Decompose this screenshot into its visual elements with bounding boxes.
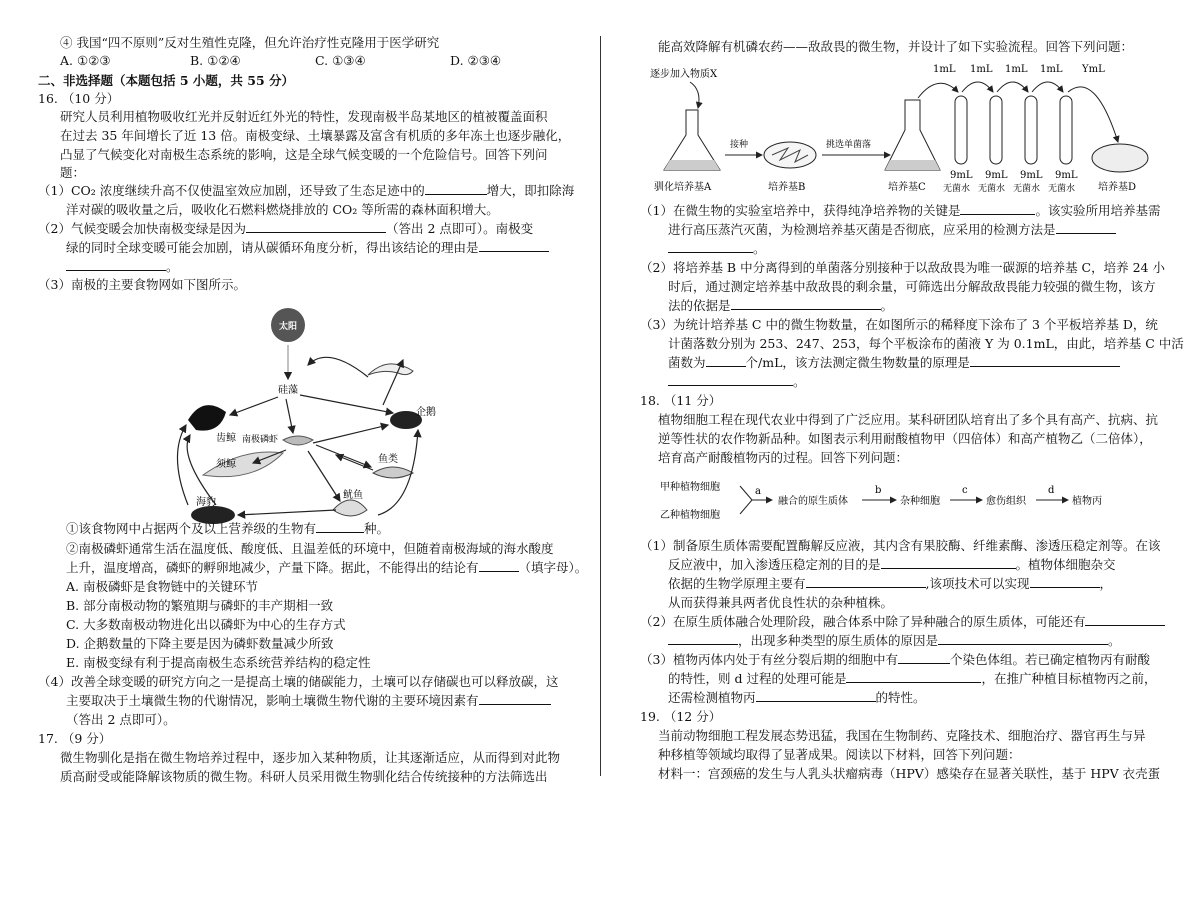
choice-c: C. 大多数南极动物进化出以磷虾为中心的生存方式 bbox=[66, 617, 346, 632]
q18-part3-text: 个染色体组。若已确定植物丙有耐酸 bbox=[949, 652, 1150, 667]
q17-part2-cont bbox=[668, 297, 893, 315]
q17-part3-cont bbox=[668, 373, 806, 391]
q17-part3-text: 菌数为 bbox=[668, 355, 706, 370]
q17-part3-text: 。 bbox=[793, 374, 806, 389]
q18-part3 bbox=[640, 651, 1150, 669]
q16-stem-line: 在过去 35 年间增长了近 13 倍。南极变绿、土壤暴露及富含有机质的多年冻土也逐步融化， bbox=[60, 128, 571, 143]
seal-label: 海豹 bbox=[196, 497, 216, 508]
q17-part1-text: （1）在微生物的实验室培养中，获得纯净培养物的关键是 bbox=[640, 203, 961, 218]
plant-b-cell-label: 乙种植物细胞 bbox=[660, 510, 720, 521]
tube-volume-label: 9mL bbox=[1020, 170, 1043, 181]
q18-part1-text: 依据的生物学原理主要有 bbox=[668, 576, 806, 591]
q17-part2-text: 法的依据是 bbox=[668, 298, 731, 313]
q18-stem-line: 逆等性状的农作物新品种。如图表示利用耐酸植物甲（四倍体）和高产植物乙（二倍体）， bbox=[658, 431, 1152, 446]
q16-part2-text: （2）气候变暖会加快南极变绿是因为 bbox=[38, 221, 246, 236]
answer-blank[interactable] bbox=[668, 632, 738, 645]
option-d: D. ②③④ bbox=[450, 53, 502, 68]
q17-part1-text: 。该实验所用培养基需 bbox=[1035, 203, 1161, 218]
q16-part1-cont: 洋对碳的吸收量之后，吸收化石燃料燃烧排放的 CO₂ 等所需的森林面积增大。 bbox=[66, 202, 499, 217]
answer-blank[interactable] bbox=[756, 689, 876, 702]
q18-part2-text: （2）在原生质体融合处理阶段，融合体系中除了异种融合的原生质体，可能还有 bbox=[640, 614, 1086, 629]
fused-protoplast-label: 融合的原生质体 bbox=[778, 496, 848, 507]
q18-part3-text: 的特性，则 d 过程的处理可能是 bbox=[668, 671, 847, 686]
krill-label: 南极磷虾 bbox=[241, 435, 279, 445]
flask-a-label: 驯化培养基A bbox=[654, 182, 712, 193]
q16-sub1 bbox=[66, 520, 389, 538]
q16-part4: （4）改善全球变暖的研究方向之一是提高土壤的储碳能力，土壤可以存储碳也可以释放碳，这 bbox=[38, 674, 559, 689]
q16-stem-line: 题： bbox=[60, 165, 86, 180]
choice-a: A. 南极磷虾是食物链中的关键环节 bbox=[66, 579, 258, 594]
q18-heading: 18. （11 分） bbox=[640, 393, 722, 408]
q18-part1-cont bbox=[668, 556, 1116, 574]
fusion-process-diagram bbox=[660, 476, 1140, 524]
answer-blank[interactable] bbox=[668, 240, 753, 253]
q16-part4-cont bbox=[66, 692, 551, 710]
fish-label: 鱼类 bbox=[378, 454, 398, 465]
q16-sub1-text: 种。 bbox=[364, 521, 390, 536]
toothed-whale-label: 齿鲸 bbox=[216, 433, 236, 444]
q18-part2 bbox=[640, 613, 1165, 631]
q16-part4-text: 主要取决于土壤微生物的代谢情况，影响土壤微生物代谢的主要环境因素有 bbox=[66, 693, 479, 708]
column-divider bbox=[600, 36, 601, 776]
diatom-label: 硅藻 bbox=[278, 385, 298, 396]
pick-label: 挑选单菌落 bbox=[826, 140, 872, 150]
q18-part1-text: ,该项技术可以实现 bbox=[925, 576, 1030, 591]
q16-part2-text: 。 bbox=[166, 259, 179, 274]
hybrid-cell-label: 杂种细胞 bbox=[900, 496, 940, 507]
answer-blank[interactable] bbox=[479, 239, 549, 252]
q16-part2-text: （答出 2 点即可）。南极变 bbox=[385, 221, 534, 236]
q16-part2 bbox=[38, 220, 533, 238]
q16-part1-text: （1）CO₂ 浓度继续升高不仅使温室效应加剧，还导致了生态足迹中的 bbox=[38, 183, 425, 198]
q17-part1-text: 。 bbox=[753, 241, 766, 256]
tube-volume-label: 9mL bbox=[950, 170, 973, 181]
food-web-diagram bbox=[168, 305, 438, 535]
answer-blank[interactable] bbox=[731, 297, 881, 310]
penguin-label: 企鹅 bbox=[416, 407, 436, 418]
test-tube-icon bbox=[990, 96, 1002, 164]
sterile-water-label: 无菌水 bbox=[978, 184, 1006, 194]
choice-d: D. 企鹅数量的下降主要是因为磷虾数量减少所致 bbox=[66, 636, 334, 651]
item-4: ④ 我国“四不原则”反对生殖性克隆，但允许治疗性克隆用于医学研究 bbox=[60, 35, 440, 50]
q18-part3-text: 还需检测植物丙 bbox=[668, 690, 756, 705]
q18-part1-text: 。植物体细胞杂交 bbox=[1015, 557, 1116, 572]
sterile-water-label: 无菌水 bbox=[1013, 184, 1041, 194]
q16-part1-text: 增大，即扣除海 bbox=[486, 183, 575, 198]
q18-part1-cont bbox=[668, 575, 1112, 593]
option-a: A. ①②③ bbox=[60, 53, 111, 68]
q18-part3-text: 的特性。 bbox=[875, 690, 926, 705]
answer-blank[interactable] bbox=[898, 651, 950, 664]
transfer-volume-3: 1mL bbox=[1005, 64, 1028, 75]
sterile-water-label: 无菌水 bbox=[943, 184, 971, 194]
answer-blank[interactable] bbox=[846, 670, 981, 683]
baleen-whale-label: 须鲸 bbox=[216, 459, 236, 470]
q17-stem-cont: 能高效降解有机磷农药——敌敌畏的微生物，并设计了如下实验流程。回答下列问题： bbox=[658, 39, 1134, 54]
q17-stem-line: 质高耐受或能降解该物质的微生物。科研人员采用微生物驯化结合传统接种的方法筛选出 bbox=[60, 769, 548, 784]
q17-part3-text: 个/mL，该方法测定微生物数量的原理是 bbox=[745, 355, 970, 370]
flask-c-label: 培养基C bbox=[888, 182, 926, 193]
q16-sub1-text: ①该食物网中占据两个及以上营养级的生物有 bbox=[66, 521, 317, 536]
q19-stem-line: 当前动物细胞工程发展态势迅猛，我国在生物制药、克隆技术、细胞治疗、器官再生与异 bbox=[658, 728, 1146, 743]
transfer-arrows bbox=[918, 82, 1118, 142]
answer-blank[interactable] bbox=[668, 373, 793, 386]
answer-blank[interactable] bbox=[479, 559, 519, 572]
q16-heading: 16. （10 分） bbox=[38, 91, 120, 106]
fish-icon bbox=[373, 467, 413, 478]
q16-part2-cont bbox=[66, 239, 549, 257]
plant-a-cell-label: 甲种植物细胞 bbox=[660, 482, 720, 493]
q18-stem-line: 植物细胞工程在现代农业中得到了广泛应用。某科研团队培育出了多个具有高产、抗病、抗 bbox=[658, 412, 1159, 427]
answer-blank[interactable] bbox=[1056, 221, 1116, 234]
q16-stem-line: 凸显了气候变化对南极生态系统的影响，这是全球气候变暖的一个危险信号。回答下列问 bbox=[60, 147, 548, 162]
q16-part3: （3）南极的主要食物网如下图所示。 bbox=[38, 277, 246, 292]
test-tube-icon bbox=[955, 96, 967, 164]
toothed-whale-icon bbox=[188, 405, 226, 430]
q17-part3: （3）为统计培养基 C 中的微生物数量，在如图所示的稀释度下涂布了 3 个平板培养基 D，统 bbox=[640, 317, 1158, 332]
q18-part3-cont bbox=[668, 689, 926, 707]
q16-part4-cont: （答出 2 点即可）。 bbox=[66, 712, 176, 727]
q18-part2-text: 。 bbox=[1108, 633, 1121, 648]
q18-part2-cont bbox=[668, 632, 1121, 650]
q16-sub2-cont bbox=[66, 559, 587, 577]
dilution-tubes bbox=[955, 96, 1072, 164]
transfer-volume-1: 1mL bbox=[933, 64, 956, 75]
choice-e: E. 南极变绿有利于提高南极生态系统营养结构的稳定性 bbox=[66, 655, 371, 670]
q17-heading: 17. （9 分） bbox=[38, 731, 112, 746]
q18-part1: （1）制备原生质体需要配置酶解反应液，其内含有果胶酶、纤维素酶、渗透压稳定剂等。在该 bbox=[640, 538, 1161, 553]
answer-blank[interactable] bbox=[960, 202, 1035, 215]
squid-label: 鱿鱼 bbox=[343, 490, 363, 501]
q18-part3-text: （3）植物丙体内处于有丝分裂后期的细胞中有 bbox=[640, 652, 898, 667]
squid-icon bbox=[333, 500, 367, 516]
q18-part1-text: 反应液中，加入渗透压稳定剂的目的是 bbox=[668, 557, 881, 572]
dish-d-label: 培养基D bbox=[1098, 182, 1137, 193]
sun-label: 太阳 bbox=[278, 322, 298, 332]
step-a-label: a bbox=[755, 486, 761, 497]
krill-icon bbox=[283, 436, 313, 445]
experiment-flow-diagram bbox=[650, 60, 1155, 195]
answer-blank[interactable] bbox=[316, 520, 364, 533]
flask-c-icon bbox=[885, 100, 940, 170]
q16-part2-cont bbox=[66, 258, 179, 276]
q16-part1 bbox=[38, 182, 574, 200]
q18-part2-text: ，出现多种类型的原生质体的原因是 bbox=[738, 633, 939, 648]
answer-blank[interactable] bbox=[479, 692, 551, 705]
inoculate-label: 接种 bbox=[730, 140, 749, 150]
answer-blank[interactable] bbox=[1085, 613, 1165, 626]
transfer-volume-4: 1mL bbox=[1040, 64, 1063, 75]
q18-part3-text: ，在推广种植目标植物丙之前， bbox=[981, 671, 1157, 686]
q19-stem-line: 材料一：宫颈癌的发生与人乳头状瘤病毒（HPV）感染存在显著关联性，基于 HPV 衣壳蛋 bbox=[658, 766, 1161, 781]
q19-stem-line: 种移植等领域均取得了显著成果。阅读以下材料，回答下列问题： bbox=[658, 747, 1021, 762]
transfer-volume-2: 1mL bbox=[970, 64, 993, 75]
answer-blank[interactable] bbox=[938, 632, 1108, 645]
q18-part1-cont: 从而获得兼具两者优良性状的杂种植株。 bbox=[668, 595, 894, 610]
q19-heading: 19. （12 分） bbox=[640, 709, 722, 724]
answer-blank[interactable] bbox=[881, 556, 1016, 569]
q17-part2-text: 。 bbox=[880, 298, 894, 313]
q17-part2-cont: 时后，通过测定培养基中敌敌畏的剩余量，可筛选出分解敌敌畏能力较强的微生物，该方 bbox=[668, 279, 1156, 294]
q17-part1 bbox=[640, 202, 1160, 220]
dish-b-label: 培养基B bbox=[768, 182, 806, 193]
q17-stem-line: 微生物驯化是指在微生物培养过程中，逐步加入某种物质，让其逐渐适应，从而得到对此物 bbox=[60, 750, 561, 765]
answer-blank[interactable] bbox=[246, 220, 386, 233]
add-x-label: 逐步加入物质X bbox=[650, 69, 718, 80]
q17-part3-cont bbox=[668, 354, 1120, 372]
transfer-volume-y: YmL bbox=[1082, 64, 1105, 75]
q17-part1-cont bbox=[668, 221, 1116, 239]
q16-part2-text: 绿的同时全球变暖可能会加剧，请从碳循环角度分析，得出该结论的理由是 bbox=[66, 240, 479, 255]
test-tube-icon bbox=[1025, 96, 1037, 164]
answer-blank[interactable] bbox=[425, 182, 487, 195]
answer-blank[interactable] bbox=[970, 354, 1120, 367]
answer-blank[interactable] bbox=[66, 258, 166, 271]
tube-volume-label: 9mL bbox=[1055, 170, 1078, 181]
step-c-label: c bbox=[962, 485, 968, 496]
sterile-water-label: 无菌水 bbox=[1048, 184, 1076, 194]
plant-c-label: 植物丙 bbox=[1072, 496, 1102, 507]
q16-sub2-text: （填字母）。 bbox=[518, 560, 588, 575]
q17-part3-cont: 计菌落数分别为 253、247、253，每个平板涂布的菌液 Y 为 0.1mL，由此，培养基 C 中活 bbox=[668, 336, 1184, 351]
step-b-label: b bbox=[875, 485, 882, 496]
dish-d-icon bbox=[1092, 144, 1148, 172]
answer-blank[interactable] bbox=[1030, 575, 1100, 588]
q18-part3-cont bbox=[668, 670, 1156, 688]
q16-stem-line: 研究人员利用植物吸收红光并反射近红外光的特性，发现南极半岛某地区的植被覆盖面积 bbox=[60, 109, 548, 124]
choice-b: B. 部分南极动物的繁殖期与磷虾的丰产期相一致 bbox=[66, 598, 334, 613]
q18-stem-line: 培育高产耐酸植物丙的过程。回答下列问题： bbox=[658, 450, 909, 465]
q17-part1-cont bbox=[668, 240, 766, 258]
step-d-label: d bbox=[1048, 485, 1055, 496]
section-heading: 二、非选择题（本题包括 5 小题，共 55 分） bbox=[38, 73, 295, 88]
seabird-icon bbox=[368, 364, 413, 375]
option-c: C. ①③④ bbox=[315, 53, 366, 68]
q17-part1-text: 进行高压蒸汽灭菌，为检测培养基灭菌是否彻底，应采用的检测方法是 bbox=[668, 222, 1056, 237]
q16-sub2: ②南极磷虾通常生活在温度低、酸度低、且温差低的环境中，但随着南极海域的海水酸度 bbox=[66, 541, 554, 556]
answer-blank[interactable] bbox=[706, 354, 746, 367]
test-tube-icon bbox=[1060, 96, 1072, 164]
q18-part1-text: ， bbox=[1099, 576, 1113, 591]
option-b: B. ①②④ bbox=[190, 53, 241, 68]
answer-blank[interactable] bbox=[806, 575, 926, 588]
tube-volume-label: 9mL bbox=[985, 170, 1008, 181]
q16-sub2-text: 上升，温度增高，磷虾的孵卵地减少，产量下降。据此，不能得出的结论有 bbox=[66, 560, 479, 575]
callus-label: 愈伤组织 bbox=[986, 496, 1026, 507]
q17-part2: （2）将培养基 B 中分离得到的单菌落分别接种于以敌敌畏为唯一碳源的培养基 C，培养 24 小 bbox=[640, 260, 1165, 275]
